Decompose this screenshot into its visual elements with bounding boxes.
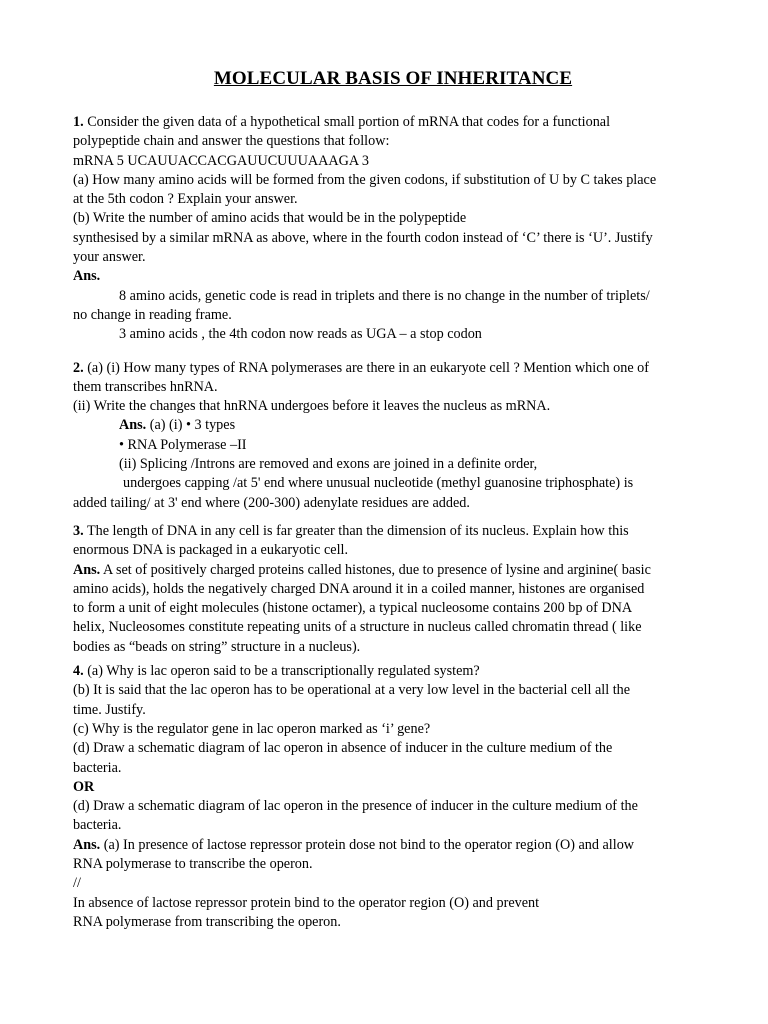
question-text: (ii) Write the changes that hnRNA undergoes before it leaves the nucleus as mRNA. <box>73 398 551 415</box>
question-text: (c) Why is the regulator gene in lac operon marked as ‘i’ gene? <box>73 720 431 737</box>
answer-label: Ans. <box>73 561 101 578</box>
question-text: your answer. <box>73 249 146 266</box>
answer-text: 8 amino acids, genetic code is read in triplets and there is no change in the number of triplets/ <box>119 287 650 304</box>
question-2 <box>73 359 723 513</box>
page-title: MOLECULAR BASIS OF INHERITANCE <box>213 68 573 89</box>
question-text: (b) It is said that the lac operon has to be operational at a very low level in the bacterial cell all the <box>73 682 631 699</box>
question-3 <box>73 522 723 657</box>
question-text: synthesised by a similar mRNA as above, where in the fourth codon instead of ‘C’ there is ‘U’. Justify <box>73 229 653 246</box>
answer-text: undergoes capping /at 5' end where unusual nucleotide (methyl guanosine triphosphate) is <box>123 475 634 492</box>
question-text: 4. (a) Why is lac operon said to be a transcriptionally regulated system? <box>73 663 480 680</box>
answer-text: to form a unit of eight molecules (histone octamer), a typical nucleosome contains 200 bp of DNA <box>73 600 633 617</box>
answer-text: RNA polymerase from transcribing the operon. <box>73 913 341 930</box>
answer-label: Ans. <box>73 836 101 853</box>
question-text: (b) Write the number of amino acids that would be in the polypeptide <box>73 210 467 227</box>
answer-label: Ans. <box>119 417 147 434</box>
question-text: at the 5th codon ? Explain your answer. <box>73 191 298 208</box>
answer-text: // <box>73 875 81 892</box>
mrna-sequence: mRNA 5 UCAUUACCACGAUUCUUUAAAGA 3 <box>73 152 369 169</box>
document-body <box>73 113 723 932</box>
question-text: bacteria. <box>73 759 122 776</box>
answer-text: bodies as “beads on string” structure in a nucleus). <box>73 638 361 655</box>
answer-text: 3 amino acids , the 4th codon now reads as UGA – a stop codon <box>119 326 482 343</box>
answer-text: Ans. A set of positively charged proteins called histones, due to presence of lysine and arginine( basic <box>73 561 651 578</box>
answer-text: RNA polymerase to transcribe the operon. <box>73 855 313 872</box>
question-text: 2. (a) (i) How many types of RNA polymerases are there in an eukaryote cell ? Mention which one of <box>73 359 649 376</box>
question-text: (a) How many amino acids will be formed from the given codons, if substitution of U by C takes place <box>73 171 657 188</box>
answer-text: • RNA Polymerase –II <box>119 436 247 453</box>
question-1 <box>73 113 723 345</box>
question-text: time. Justify. <box>73 701 146 718</box>
question-text: (d) Draw a schematic diagram of lac operon in absence of inducer in the culture medium of the <box>73 740 613 757</box>
question-text: 3. The length of DNA in any cell is far greater than the dimension of its nucleus. Explain how this <box>73 522 629 539</box>
answer-text: no change in reading frame. <box>73 306 232 323</box>
answer-text: helix, Nucleosomes constitute repeating units of a structure in nucleus called chromatin thread ( like <box>73 619 642 636</box>
answer-text: (ii) Splicing /Introns are removed and exons are joined in a definite order, <box>119 456 538 473</box>
question-number: 2. <box>73 359 84 376</box>
or-label: OR <box>73 778 95 795</box>
answer-label: Ans. <box>73 268 101 285</box>
answer-text: amino acids), holds the negatively charged DNA around it in a coiled manner, histones are organised <box>73 580 645 597</box>
answer-text: In absence of lactose repressor protein bind to the operator region (O) and prevent <box>73 894 540 911</box>
answer-text: added tailing/ at 3' end where (200-300) adenylate residues are added. <box>73 494 470 511</box>
question-4 <box>73 662 723 932</box>
question-number: 4. <box>73 663 84 680</box>
question-text: polypeptide chain and answer the questions that follow: <box>73 133 390 150</box>
answer-text: Ans. (a) In presence of lactose repressor protein dose not bind to the operator region (O) and allow <box>73 836 635 853</box>
question-number: 3. <box>73 522 84 539</box>
question-number: 1. <box>73 114 84 130</box>
answer-text: Ans. (a) (i) • 3 types <box>119 417 236 434</box>
question-text: them transcribes hnRNA. <box>73 378 218 395</box>
question-text: bacteria. <box>73 817 122 834</box>
question-text: 1. Consider the given data of a hypothetical small portion of mRNA that codes for a functional <box>73 114 611 130</box>
question-text: (d) Draw a schematic diagram of lac operon in the presence of inducer in the culture medium of the <box>73 798 638 815</box>
question-text: enormous DNA is packaged in a eukaryotic cell. <box>73 542 348 559</box>
